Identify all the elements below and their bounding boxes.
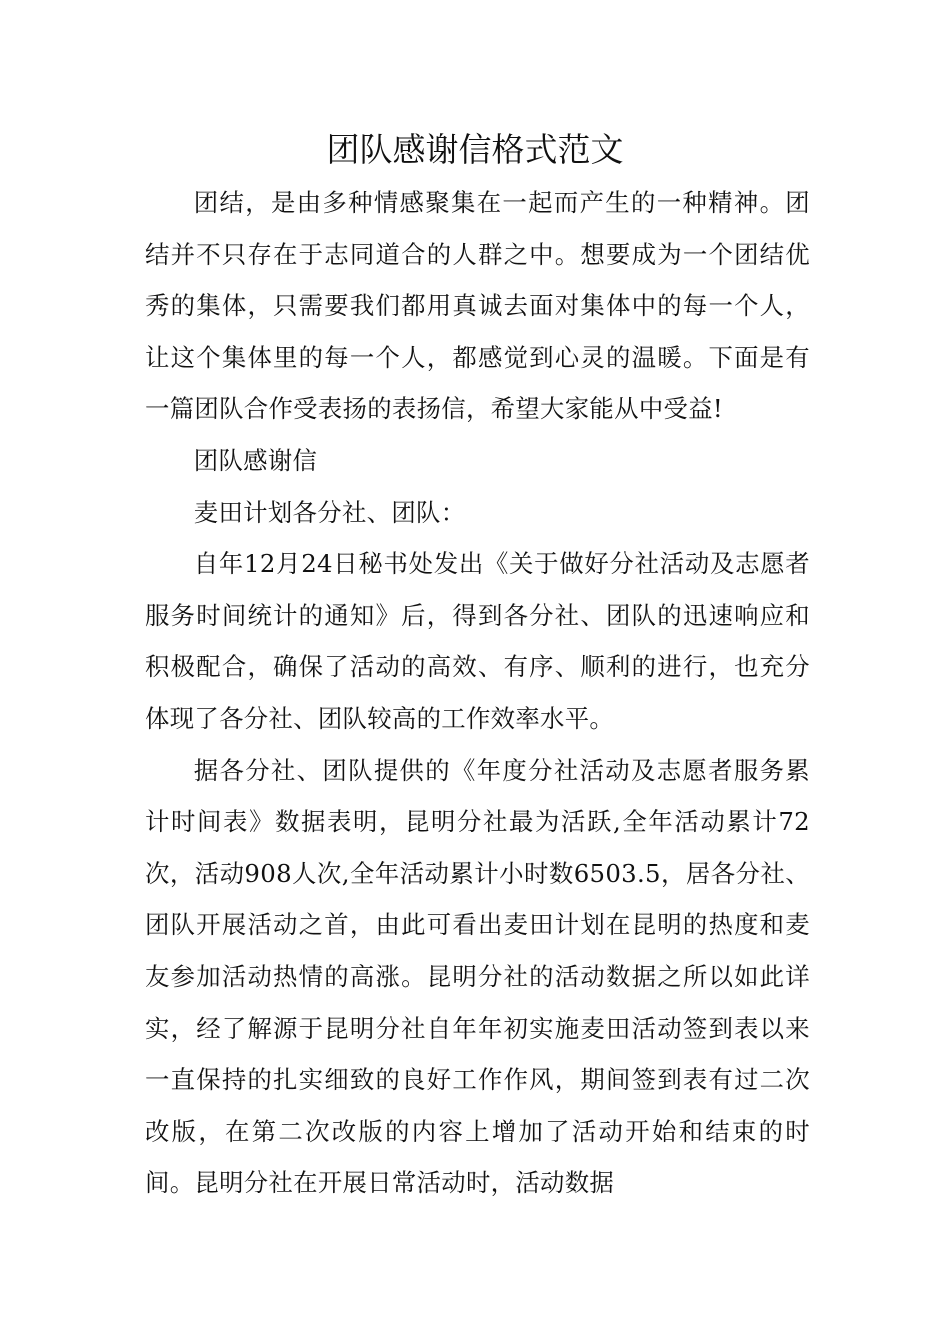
letter-salutation: 麦田计划各分社、团队： [193,497,466,527]
letter-heading: 团队感谢信 [193,445,318,475]
document-body [145,177,810,1209]
body-paragraph: 据各分社、团队提供的《年度分社活动及志愿者服务累计时间表》数据表明，昆明分社最为活跃,全年活动累计72次，活动908人次,全年活动累计小时数6503.5，居各分社、团队开展活动之首，由此可看出麦田计划在昆明的热度和麦友参加活动热情的高涨。昆明分社的活动数据之所以如此详实，经了解源于昆明分社自年年初实施麦田活动签到表以来一直保持的扎实细致的良好工作作风，期间签到表有过二次改版，在第二次改版的内容上增加了活动开始和结束的时间。昆明分社在开展日常活动时，活动数据 [145,755,810,1198]
intro-paragraph: 团结，是由多种情感聚集在一起而产生的一种精神。团结并不只存在于志同道合的人群之中。想要成为一个团结优秀的集体，只需要我们都用真诚去面对集体中的每一个人，让这个集体里的每一个人，都感觉到心灵的温暖。下面是有一篇团队合作受表扬的表扬信，希望大家能从中受益! [145,188,810,424]
body-paragraph: 自年12月24日秘书处发出《关于做好分社活动及志愿者服务时间统计的通知》后，得到各分社、团队的迅速响应和积极配合，确保了活动的高效、有序、顺利的进行，也充分体现了各分社、团队较高的工作效率水平。 [145,549,810,733]
document-title: 团队感谢信格式范文 [326,130,624,169]
